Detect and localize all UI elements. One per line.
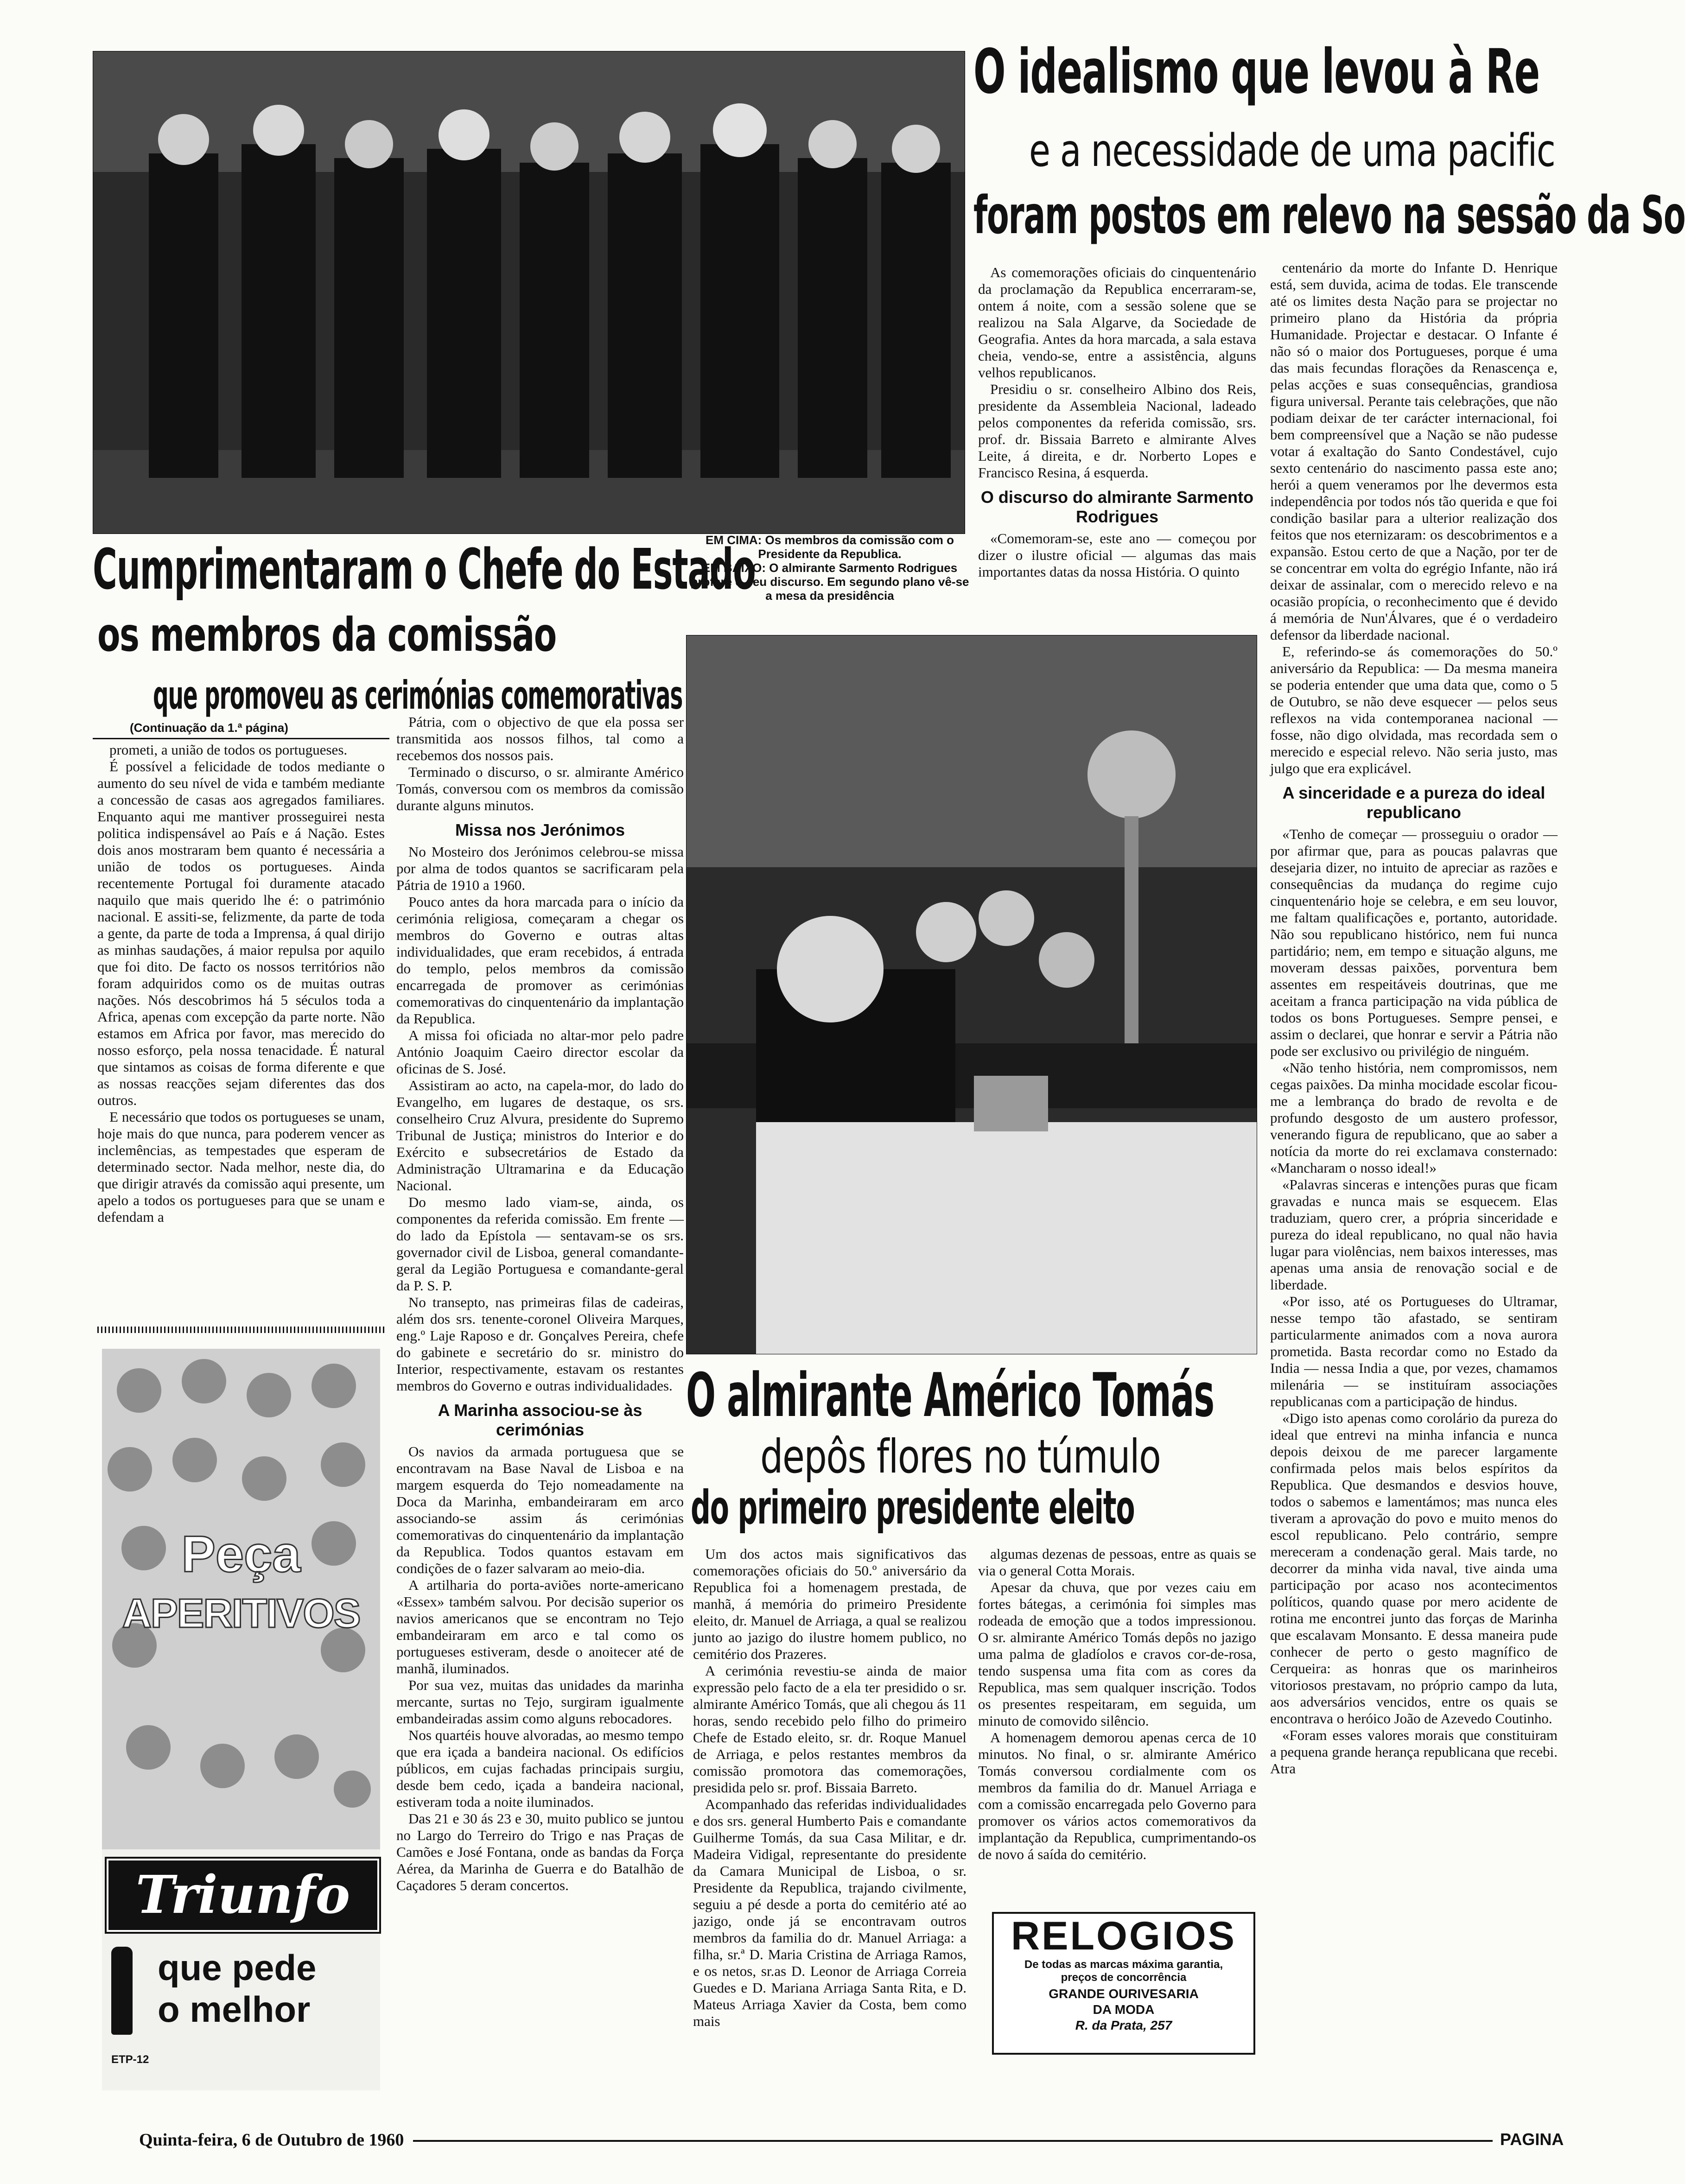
paragraph: Apesar da chuva, que por vezes caiu em fortes bátegas, a cerimónia foi simples mas rodeada de emoção que a todos impressionou. O sr. almirante Américo Tomás depôs no jazigo uma palma de gladíolos e cravos cor-de-rosa, tendo suspensa uma fita com as cores da Republica, mas sem qualquer inscrição. Todos os presentes respeitaram, em seguida, um minuto de comovido silêncio. <box>978 1579 1256 1729</box>
relogios-ad <box>992 1912 1255 2055</box>
paragraph: A missa foi oficiada no altar-mor pelo padre António Joaquim Caeiro director escolar da oficinas de S. José. <box>396 1027 684 1077</box>
paragraph: É possível a felicidade de todos mediante o aumento do seu nível de vida e também mediante a concessão de casas aos agregados familiares. Enquanto aqui me mantiver prosseguirei nesta politica indispensável ao País e á Nação. Estes dois anos mostraram bem quanto é necessária a união de todos os portugueses. Ainda recentemente Portugal foi duramente atacado naquilo que mais querido lhe é: o património nacional. E assiti-se, felizmente, da parte de toda a gente, da parte de toda a Imprensa, á qual dirijo as minhas saudações, á maior repulsa por aquilo que foi dito. De facto os nossos territórios não foram adquiridos como os de muitas outras nações. Nós descobrimos há 5 séculos toda a Africa, apenas com excepção da parte norte. Não estamos em Africa por favor, mas merecido do nosso esforço, pela nossa tenacidade. É natural que sintamos as coisas de forma diferente e que as nossas reacções sejam diferentes das dos outros. <box>97 758 385 1108</box>
paragraph: E necessário que todos os portugueses se unam, hoje mais do que nunca, para poderem vencer as inclemências, as tempestades que esperam de determinado sector. Nada melhor, neste dia, do que dirigir através da comissão aqui presente, um apelo a todos os portugueses para que se unam e defendam a <box>97 1109 385 1225</box>
photo-caption <box>686 533 973 630</box>
paragraph: No Mosteiro dos Jerónimos celebrou-se missa por alma de todos quantos se sacrificaram pela Pátria de 1910 a 1960. <box>396 844 684 893</box>
center-story-headline <box>686 1360 1261 1546</box>
paragraph: «Por isso, até os Portugueses do Ultramar, nesse tempo tão afastado, se sentiram particularmente animados com a nova aurora prometida. Basta recordar como no Estado da India — nessa India a que, por vezes, chamamos milenária — se instituíram associações republicanas com a participação de hindus. <box>1270 1293 1558 1409</box>
paragraph: Presidiu o sr. conselheiro Albino dos Reis, presidente da Assembleia Nacional, ladeado pelos componentes da referida comissão, srs. prof. dr. Bissaia Barreto e almirante Alves Leite, á direita, e dr. Norberto Lopes e Francisco Resina, á esquerda. <box>978 381 1256 481</box>
paragraph: Terminado o discurso, o sr. almirante Américo Tomás, conversou com os membros da comissão durante alguns minutos. <box>396 764 684 813</box>
paragraph: Um dos actos mais significativos das comemorações oficiais do 50.º aniversário da Republica foi a homenagem prestada, de manhã, á memória do primeiro Presidente eleito, dr. Manuel de Arriaga, a qual se realizou junto ao jazigo do ilustre homem publico, no cemitério dos Prazeres. <box>693 1546 966 1662</box>
paragraph: «Foram esses valores morais que constituiram a pequena grande herança republicana que recebi. Atra <box>1270 1727 1558 1777</box>
divider <box>93 738 389 739</box>
center-headline-line3: do primeiro presidente eleito <box>691 1480 1135 1535</box>
triunfo-slogan-2: o melhor <box>158 1989 311 2030</box>
paragraph: No transepto, nas primeiras filas de cadeiras, além dos srs. tenente-coronel Oliveira Marques, eng.º Laje Raposo e dr. Gonçalves Pereira, chefe do gabinete e secretário do sr. ministro do Interior, respectivamente, estavam os restantes membros do Governo e outras individualidades. <box>396 1294 684 1394</box>
center-story-column-2 <box>978 1546 1256 1907</box>
relogios-line1: De todas as marcas máxima garantia, preços de concorrência <box>1024 1958 1223 1984</box>
paragraph: E, referindo-se ás comemorações do 50.º aniversário da Republica: — Da mesma maneira se poderia entender que uma data que, como o 5 de Outubro, se não deve esquecer — pelos seus reflexos na vida contemporanea nacional — fosse, não digo olvidada, mas recordada sem o merecido e especial relevo. Não seria justo, mas julgo que era explicável. <box>1270 643 1558 776</box>
paragraph: Por sua vez, muitas das unidades da marinha mercante, surtas no Tejo, surgiram igualmente embandeiradas assim como alguns rebocadores. <box>396 1677 684 1727</box>
paragraph: Do mesmo lado viam-se, ainda, os componentes da referida comissão. Em frente — do lado da Epístola — sentavam-se os srs. governador civil de Lisboa, general comandante-geral da Legião Portuguesa e comandante-geral da P. S. P. <box>396 1194 684 1294</box>
bottle-icon <box>111 1947 133 2035</box>
footer-date: Quinta-feira, 6 de Outubro de 1960 <box>139 2130 413 2150</box>
paragraph: algumas dezenas de pessoas, entre as quais se via o general Cotta Morais. <box>978 1546 1256 1579</box>
top-headline-line2: e a necessidade de uma pacific <box>1029 125 1555 177</box>
paragraph: Pouco antes da hora marcada para o início da cerimónia religiosa, começaram a chegar os membros do Governo e outras altas individualidades, que eram recebidos, á entrada do templo, pelos membros da comissão encarregada de promover as cerimónias comemorativas do cinquentenário da implantação da Republica. <box>396 894 684 1027</box>
paragraph: As comemorações oficiais do cinquentenário da proclamação da Republica encerraram-se, ontem á noite, com a sessão solene que se realizou na Sala Algarve, da Sociedade de Geografia. Antes da hora marcada, a sala estava cheia, vendo-se, entre a assistência, alguns velhos republicanos. <box>978 264 1256 381</box>
left-story-column-2 <box>396 714 684 2123</box>
left-story-headline <box>93 538 756 742</box>
paragraph: «Tenho de começar — prosseguiu o orador — por afirmar que, para as poucas palavras que desejaria dizer, no intuito de apreciar as razões e consequências da mudança do regime cujo cinquentenário hoje se celebra, e em seu louvor, me faltam qualificações e, portanto, autoridade. Não sou republicano histórico, nem fui nunca partidário; nem, em tempo e situação alguns, me moveram dessas paixões, porventura bem assentes em respeitáveis doutrinas, que me aceitam a franca participação na vida pública de todos os bons Portugueses. Sempre pensei, e assim o declarei, que honrar e servir a Pátria não pode ser exclusivo ou privilégio de ninguém. <box>1270 826 1558 1059</box>
subhead-missa: Missa nos Jerónimos <box>455 820 625 839</box>
paragraph: A homenagem demorou apenas cerca de 10 minutos. No final, o sr. almirante Américo Tomás conversou cordialmente com os membros da familia do dr. Manuel Arriaga e com a comissão encarregada pelo Governo para promover os vários actos comemorativos da implantação da Republica, cumprimentando-os de novo á saída do cemitério. <box>978 1729 1256 1862</box>
paragraph: Assistiram ao acto, na capela-mor, do lado do Evangelho, em lugares de destaque, os srs. conselheiro Cruz Alvura, presidente do Supremo Tribunal de Justiça; ministros do Interior e do Exército e subsecretários de Estado da Administração Ultramarina e da Educação Nacional. <box>396 1077 684 1194</box>
photo-commission-with-president <box>93 51 965 534</box>
left-headline-line3: que promoveu as cerimónias comemorativas <box>153 673 683 718</box>
top-story-headline <box>973 36 1685 260</box>
paragraph: «Comemoram-se, este ano — começou por dizer o ilustre oficial — algumas das mais importantes datas da nossa História. O quinto <box>978 530 1256 580</box>
left-headline-line2: os membros da comissão <box>97 608 556 662</box>
paragraph: «Não tenho história, nem compromissos, nem cegas paixões. Da minha mocidade escolar ficou-me a lembrança do brado de revolta e de profundo desgosto de um austero professor, venerando figura de republicano, que ao saber a notícia da morte do rei exclamava consternado: «Mancharam o nosso ideal!» <box>1270 1060 1558 1176</box>
photo-sarmento-rodrigues-speech <box>686 635 1257 1354</box>
paragraph: A artilharia do porta-aviões norte-americano «Essex» também salvou. Por decisão superior os navios americanos que se encontram no Tejo embandeiraram em arco e tal como os portugueses estiveram, desde o anoitecer até de manhã, iluminados. <box>396 1577 684 1676</box>
triunfo-brand-logo: Triunfo <box>107 1859 379 1932</box>
paragraph: Nos quartéis houve alvoradas, ao mesmo tempo que era içada a bandeira nacional. Os edifícios públicos, em cujas fachadas principais surgiu, desde bem cedo, içada a bandeira nacional, estiveram toda a noite iluminados. <box>396 1727 684 1810</box>
triunfo-slogan-1: que pede <box>158 1947 317 1988</box>
top-headline-line1: O idealismo que levou à Re <box>973 36 1539 108</box>
center-headline-line2: depôs flores no túmulo <box>760 1429 1161 1484</box>
paragraph: prometi, a união de todos os portugueses. <box>109 742 348 758</box>
paragraph: «Palavras sinceras e intenções puras que ficam gravadas e nunca mais se esquecem. Elas traduziam, quero crer, a própria sinceridade e pureza do ideal republicano, no qual não havia lugar para violências, nem baixos interesses, mas apenas uma ansia de renovação social e de liberdade. <box>1270 1176 1558 1293</box>
top-story-column-2 <box>1270 260 1558 2123</box>
ornamental-rule <box>97 1327 385 1333</box>
triunfo-banner-aperitivos: APERITIVOS <box>122 1590 360 1636</box>
left-story-column-1 <box>97 742 385 1321</box>
subhead-marinha: A Marinha associou-se às cerimónias <box>438 1401 642 1439</box>
triunfo-ad <box>102 1349 380 2090</box>
triunfo-code: ETP-12 <box>111 2053 149 2066</box>
top-headline-line3: foram postos em relevo na sessão da So <box>973 185 1685 246</box>
center-headline-line1: O almirante Américo Tomás <box>686 1360 1214 1430</box>
subhead-sinceridade: A sinceridade e a pureza do ideal republicano <box>1282 783 1545 822</box>
paragraph: Os navios da armada portuguesa que se encontravam na Base Naval de Lisboa e na margem esquerda do Tejo nomeadamente na Doca da Marinha, embandeiraram em arco associando-se assim ás cerimónias comemorativas do cinquentenário da implantação da Republica. Todos quantos estavam em condições de o fazer salvaram ao meio-dia. <box>396 1443 684 1576</box>
triunfo-banner-peca: Peça <box>181 1526 301 1583</box>
paragraph: Acompanhado das referidas individualidades e dos srs. general Humberto Pais e comandante Guilherme Tomás, da sua Casa Militar, e dr. Madeira Vidigal, representante do presidente da Camara Municipal de Lisboa, o sr. Presidente da Republica, trajando civilmente, seguiu a pé desde a porta do cemitério até ao jazigo, onde já se encontravam outros membros da familia do dr. Manuel Arriaga: a filha, sr.ª D. Maria Cristina de Arriaga Ramos, e os netos, sr.as D. Leonor de Arriaga Correia Guedes e D. Mariana Arriaga Santa Rita, e D. Mateus Arriaga Xavier da Costa, bem como mais <box>693 1796 966 2029</box>
left-headline-line1: Cumprimentaram o Chefe do Estado <box>93 538 756 602</box>
footer-page-label: PAGINA <box>1493 2130 1564 2149</box>
center-story-column-1 <box>693 1546 966 2125</box>
top-story-column-1 <box>978 264 1256 635</box>
paragraph: Das 21 e 30 ás 23 e 30, muito publico se juntou no Largo do Terreiro do Trigo e nas Praças de Camões e José Fontana, onde as bandas da Força Aérea, da Marinha de Guerra e do Batalhão de Caçadores 5 deram concertos. <box>396 1810 684 1893</box>
photo-figures <box>93 51 965 533</box>
paragraph: «Digo isto apenas como corolário da pureza do ideal que entrevi na minha infancia e nunca depois deixou de me parecer largamente confirmada pelos mais belos espíritos da Republica. Que desmandos e desvios houve, todos o sabemos e lamentámos; mas nunca eles tiveram a aprovação do povo e muito menos do escol republicano. Pelo contrário, sempre mereceram a condenação geral. Mais tarde, no decorrer da minha vida naval, tive ainda uma participação por acaso nos acontecimentos políticos, quando quase por mero acidente de rotina me encontrei junto das forças de Marinha que escalavam Monsanto. E dessa maneira pude conhecer de perto o gesto magnífico de Cerqueira: as honras que os marinheiros vitoriosos prestavam, no próprio campo da luta, aos adversários vencidos, entre os quais se encontrava o heróico João de Azevedo Coutinho. <box>1270 1410 1558 1727</box>
relogios-store-2: DA MODA <box>1093 2002 1155 2017</box>
photo-scene <box>687 635 1257 1354</box>
paragraph: Pátria, com o objectivo de que ela possa ser transmitida aos nossos filhos, tal como a recebemos dos nossos pais. <box>396 714 684 763</box>
subhead-discurso: O discurso do almirante Sarmento Rodrigues <box>980 488 1254 526</box>
caption-line-bottom: EM BAIXO: O almirante Sarmento Rodrigues profere o seu discurso. Em segundo plano vê-se a mesa da presidência <box>690 561 969 603</box>
continuation-label: (Continuação da 1.ª página) <box>130 721 288 735</box>
relogios-title: RELOGIOS <box>1011 1914 1236 1958</box>
paragraph: A cerimónia revestiu-se ainda de maior expressão pelo facto de a ela ter presidido o sr. almirante Américo Tomás, que ali chegou ás 11 horas, sendo recebido pelo filho do primeiro Chefe de Estado eleito, sr. dr. Roque Manuel de Arriaga, e pelos restantes membros da comissão promotora das comemorações, presidida pelo sr. prof. Bissaia Barreto. <box>693 1663 966 1796</box>
relogios-store: GRANDE OURIVESARIA <box>1049 1987 1199 2001</box>
relogios-address: R. da Prata, 257 <box>1075 2018 1172 2032</box>
paragraph: centenário da morte do Infante D. Henrique está, sem duvida, acima de todas. Ele transcende até os limites desta Nação para se projectar no primeiro plano da História da própria Humanidade. Projectar e destacar. O Infante é não só o maior dos Portugueses, porque é uma das mais fecundas florações da Renascença e, pelas acções e suas consequências, grandiosa figura universal. Perante tais celebrações, que não podiam deixar de ter carácter internacional, foi bem compreensível que a Nação se não pudesse votar á exaltação do Santo Condestável, cujo sexto centenário do nascimento passa este ano; herói a quem veneramos por lhe devermos esta independência por todos nós tão querida e que foi condição basilar para a ulterior realização dos feitos que nos eternizaram: os descobrimentos e a expansão. Estou certo de que a Nação, por ter de se concentrar em volta do egrégio Infante, não irá deixar de assinalar, com o merecido relevo e na ocasião propícia, o reconhecimento que é devido á memória de Nun'Álvares, que é o verdadeiro defensor da liberdade nacional. <box>1270 260 1558 643</box>
caption-line-top: EM CIMA: Os membros da comissão com o Presidente da Republica. <box>705 533 954 561</box>
